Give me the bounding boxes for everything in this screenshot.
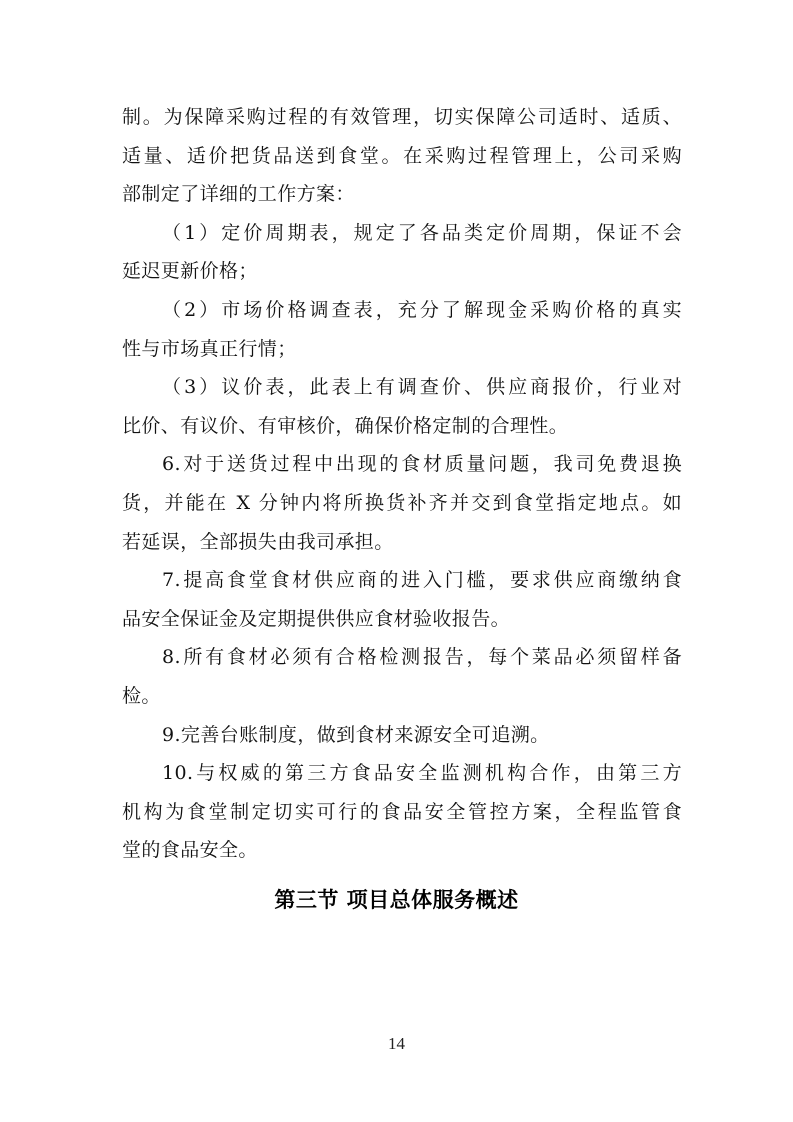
body-text	[122, 98, 682, 870]
numbered-item-6	[122, 445, 682, 561]
text-line: 检。	[122, 684, 161, 707]
numbered-item-10	[122, 754, 682, 870]
text-line: （3）议价表，此表上有调查价、供应商报价，行业对	[162, 376, 682, 399]
text-line: 机构为食堂制定切实可行的食品安全管控方案，全程监管食	[122, 800, 682, 823]
text-line: 品安全保证金及定期提供供应食材验收报告。	[122, 607, 511, 630]
text-line: 堂的食品安全。	[122, 839, 258, 862]
pricing-cycle-item	[122, 214, 682, 291]
text-line: 延迟更新价格；	[122, 260, 258, 283]
text-line: （1）定价周期表，规定了各品类定价周期，保证不会	[162, 221, 682, 244]
market-survey-item	[122, 291, 682, 368]
page-number: 14	[388, 1034, 405, 1053]
text-line: 9.完善台账制度，做到食材来源安全可追溯。	[162, 723, 550, 746]
text-line: 性与市场真正行情；	[122, 337, 297, 360]
text-line: （2）市场价格调查表，充分了解现金采购价格的真实	[162, 298, 682, 321]
text-line: 10.与权威的第三方食品安全监测机构合作，由第三方	[162, 762, 682, 785]
text-line: 适量、适价把货品送到食堂。在采购过程管理上，公司采购	[122, 144, 682, 167]
numbered-item-8	[122, 638, 682, 715]
text-line: 部制定了详细的工作方案：	[122, 183, 355, 206]
text-line: 货，并能在 X 分钟内将所换货补齐并交到食堂指定地点。如	[122, 491, 682, 514]
text-line: 若延误，全部损失由我司承担。	[122, 530, 394, 553]
negotiation-table-item	[122, 368, 682, 445]
text-line: 比价、有议价、有审核价，确保价格定制的合理性。	[122, 414, 569, 437]
text-line: 6.对于送货过程中出现的食材质量问题，我司免费退换	[162, 453, 682, 476]
intro-paragraph	[122, 98, 682, 214]
section-heading: 第三节 项目总体服务概述	[274, 888, 519, 912]
numbered-item-9	[122, 716, 682, 755]
text-line: 7.提高食堂食材供应商的进入门槛，要求供应商缴纳食	[162, 569, 682, 592]
text-line: 8.所有食材必须有合格检测报告，每个菜品必须留样备	[162, 646, 682, 669]
text-line: 制。为保障采购过程的有效管理，切实保障公司适时、适质、	[122, 106, 682, 128]
numbered-item-7	[122, 561, 682, 638]
